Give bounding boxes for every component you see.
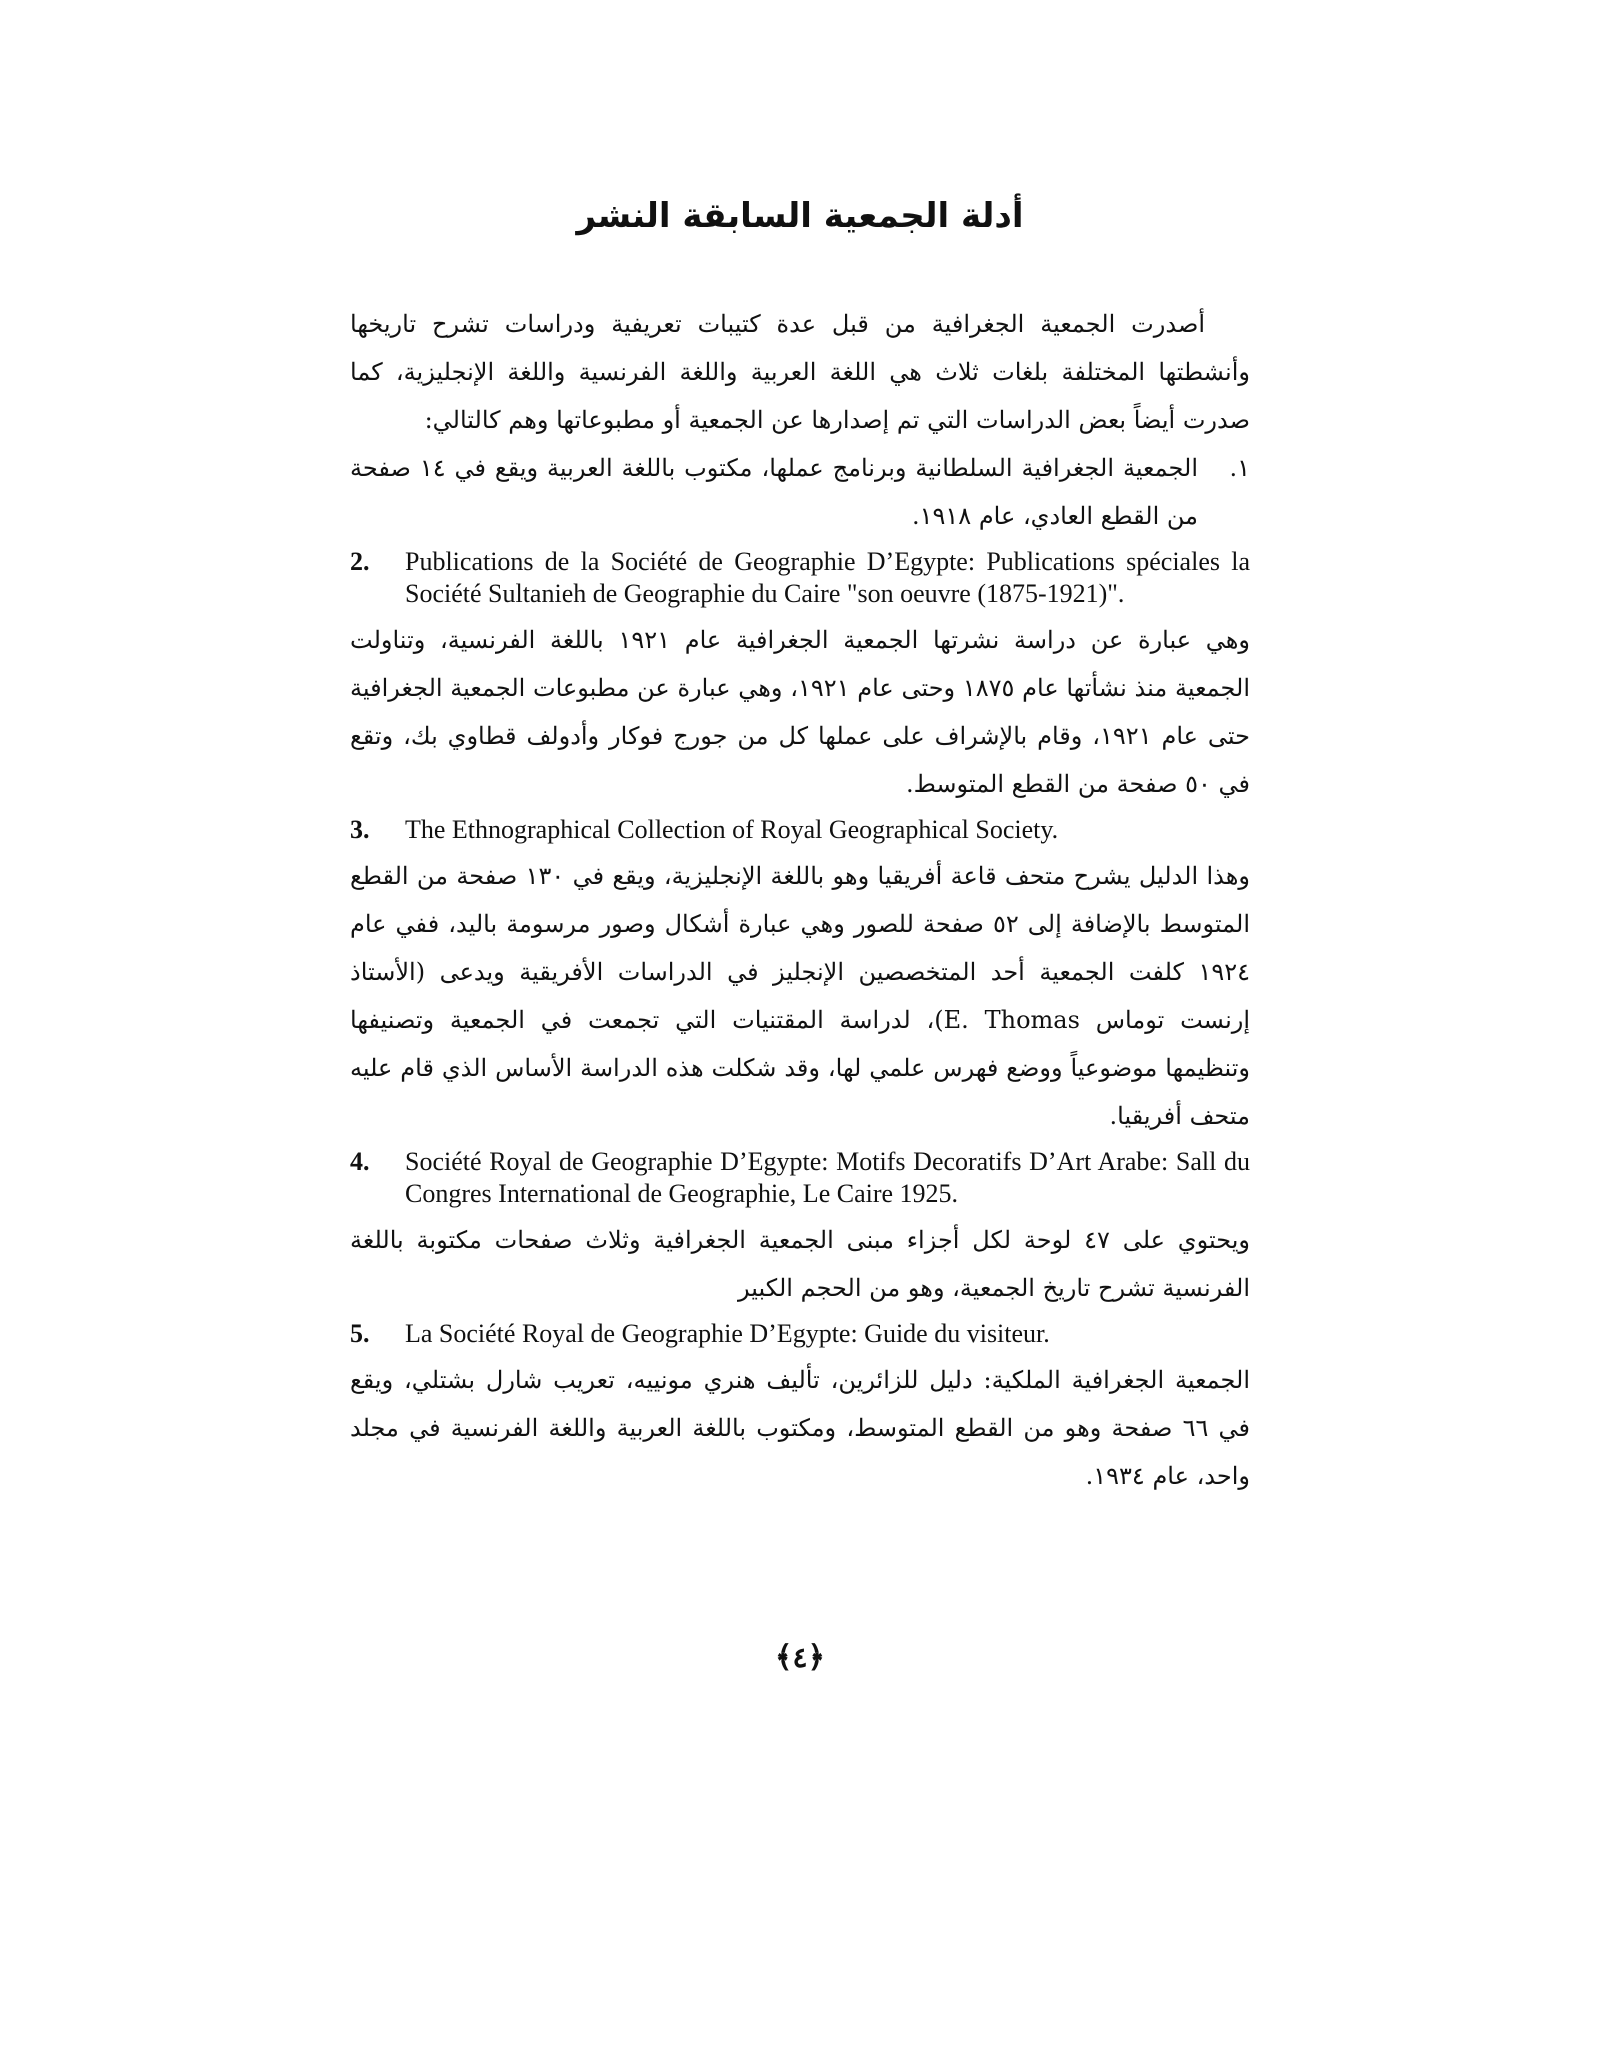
page-number	[0, 1640, 1600, 1675]
list-item-2-description: وهي عبارة عن دراسة نشرتها الجمعية الجغرافية عام ١٩٢١ باللغة الفرنسية، وتناولت الجمعية منذ نشأتها عام ١٨٧٥ وحتى عام ١٩٢١، وهي عبارة عن مطبوعات الجمعية الجغرافية حتى عام ١٩٢١، وقام بالإشراف على عملها كل من جورج فوكار وأدولف قطاوي بك، وتقع في ٥٠ صفحة من القطع المتوسط.	[350, 626, 1250, 798]
list-item-number: ١.	[1229, 454, 1250, 482]
list-item-3	[350, 814, 1250, 846]
page-number-value: ٤	[792, 1641, 808, 1674]
list-item-3-description: وهذا الدليل يشرح متحف قاعة أفريقيا وهو باللغة الإنجليزية، ويقع في ١٣٠ صفحة من القطع المتوسط بالإضافة إلى ٥٢ صفحة للصور وهي عبارة أشكال وصور مرسومة باليد، ففي عام ١٩٢٤ كلفت الجمعية أحد المتخصصين الإنجليز في الدراسات الأفريقية ويدعى (الأستاذ إرنست توماس E. Thomas)، لدراسة المقتنيات التي تجمعت في الجمعية وتصنيفها وتنظيمها موضوعياً ووضع فهرس علمي لها، وقد شكلت هذه الدراسة الأساس الذي قام عليه متحف أفريقيا.	[350, 862, 1251, 1130]
page-title: أدلة الجمعية السابقة النشر	[576, 196, 1024, 236]
ornament-bracket-icon: ﴾	[774, 1640, 793, 1675]
list-item-4-description: ويحتوي على ٤٧ لوحة لكل أجزاء مبنى الجمعية الجغرافية وثلاث صفحات مكتوبة باللغة الفرنسية تشرح تاريخ الجمعية، وهو من الحجم الكبير	[350, 1226, 1250, 1302]
list-item-4	[350, 1146, 1250, 1210]
list-item-2	[350, 546, 1250, 610]
intro-paragraph: أصدرت الجمعية الجغرافية من قبل عدة كتيبات تعريفية ودراسات تشرح تاريخها وأنشطتها المختلفة بلغات ثلاث هي اللغة العربية واللغة الفرنسية واللغة الإنجليزية، كما صدرت أيضاً بعض الدراسات التي تم إصدارها عن الجمعية أو مطبوعاتها وهم كالتالي:	[350, 310, 1250, 434]
list-item-number: 5.	[350, 1319, 370, 1348]
list-item-5	[350, 1318, 1250, 1350]
document-body	[350, 300, 1250, 1500]
list-item-5-description: الجمعية الجغرافية الملكية: دليل للزائرين، تأليف هنري مونييه، تعريب شارل بشتلي، ويقع في ٦٦ صفحة وهو من القطع المتوسط، ومكتوب باللغة العربية واللغة الفرنسية في مجلد واحد، عام ١٩٣٤.	[350, 1366, 1250, 1490]
list-item-text: الجمعية الجغرافية السلطانية وبرنامج عملها، مكتوب باللغة العربية ويقع في ١٤ صفحة من القطع العادي، عام ١٩١٨.	[350, 454, 1198, 530]
list-item-text: Société Royal de Geographie D’Egypte: Motifs Decoratifs D’Art Arabe: Sall du Congres International de Geographie, Le Caire 1925.	[405, 1147, 1250, 1208]
list-item-number: 3.	[350, 815, 370, 844]
list-item-number: 4.	[350, 1147, 370, 1176]
list-item-text: The Ethnographical Collection of Royal Geographical Society.	[405, 815, 1059, 844]
list-item-text: Publications de la Société de Geographie D’Egypte: Publications spéciales la Société Sultanieh de Geographie du Caire "son oeuvre (1875-1921)".	[405, 547, 1250, 608]
list-item-text: La Société Royal de Geographie D’Egypte: Guide du visiteur.	[405, 1319, 1050, 1348]
ornament-bracket-icon: ﴿	[807, 1640, 826, 1675]
list-item-number: 2.	[350, 547, 370, 576]
list-item-1	[350, 444, 1250, 540]
